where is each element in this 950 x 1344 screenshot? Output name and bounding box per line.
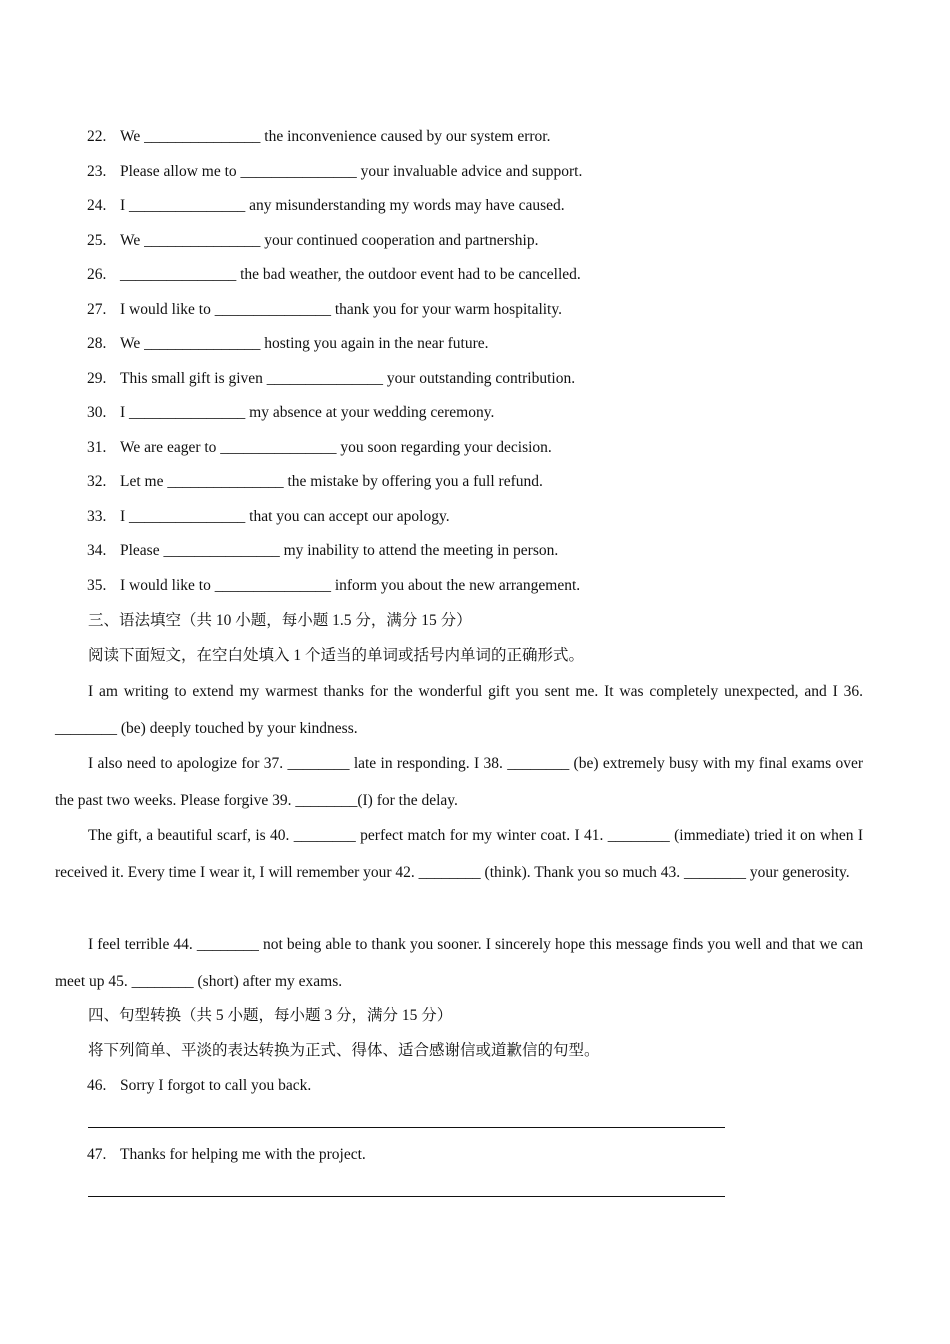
item-number: 29. (87, 370, 107, 387)
section-instruction: 阅读下面短文，在空白处填入 1 个适当的单词或括号内单词的正确形式。 (88, 647, 585, 664)
item-text: I would like to _______________ inform you about the new arrangement. (120, 577, 581, 594)
item-text: This small gift is given _______________ your outstanding contribution. (120, 370, 576, 387)
section-instruction: 将下列简单、平淡的表达转换为正式、得体、适合感谢信或道歉信的句型。 (88, 1042, 600, 1059)
item-number: 30. (87, 404, 107, 421)
item-number: 23. (87, 163, 107, 180)
item-number: 46. (87, 1077, 107, 1094)
item-text: Thanks for helping me with the project. (120, 1146, 366, 1163)
item-text: Let me _______________ the mistake by offering you a full refund. (120, 473, 543, 490)
item-number: 32. (87, 473, 107, 490)
item-number: 34. (87, 542, 107, 559)
item-text: I would like to _______________ thank you for your warm hospitality. (120, 301, 562, 318)
item-text: We are eager to _______________ you soon regarding your decision. (120, 439, 552, 456)
item-number: 31. (87, 439, 107, 456)
item-text: Sorry I forgot to call you back. (120, 1077, 312, 1094)
item-number: 25. (87, 232, 107, 249)
paragraph-text: I feel terrible 44. ________ not being able to thank you sooner. I sincerely hope this message finds you well and that we can meet up 45. ________ (short) after my exams. (55, 936, 863, 990)
item-number: 28. (87, 335, 107, 352)
item-number: 26. (87, 266, 107, 283)
passage-paragraph (55, 926, 863, 1000)
answer-line[interactable] (88, 1127, 725, 1128)
passage-paragraph (55, 745, 863, 819)
item-number: 35. (87, 577, 107, 594)
passage-paragraph (55, 817, 863, 891)
item-text: _______________ the bad weather, the outdoor event had to be cancelled. (120, 266, 581, 283)
paragraph-text: I also need to apologize for 37. ________ late in responding. I 38. ________ (be) extremely busy with my final exams over the past two weeks. Please forgive 39. ________(I) for the delay. (55, 755, 863, 809)
item-number: 22. (87, 128, 107, 145)
item-text: I _______________ that you can accept our apology. (120, 508, 450, 525)
section-heading: 三、语法填空（共 10 小题，每小题 1.5 分，满分 15 分） (88, 612, 472, 629)
item-number: 33. (87, 508, 107, 525)
paragraph-text: The gift, a beautiful scarf, is 40. ________ perfect match for my winter coat. I 41. ________ (immediate) tried it on when I received it. Every time I wear it, I will remember your 42. ________ (think). Thank you so much 43. ________ your generosity. (55, 827, 863, 881)
item-text: I _______________ my absence at your wedding ceremony. (120, 404, 495, 421)
item-text: I _______________ any misunderstanding my words may have caused. (120, 197, 565, 214)
paragraph-text: I am writing to extend my warmest thanks for the wonderful gift you sent me. It was completely unexpected, and I 36. ________ (be) deeply touched by your kindness. (55, 683, 863, 737)
item-number: 27. (87, 301, 107, 318)
item-text: We _______________ the inconvenience caused by our system error. (120, 128, 551, 145)
passage-paragraph (55, 673, 863, 747)
item-text: Please allow me to _______________ your invaluable advice and support. (120, 163, 583, 180)
item-number: 47. (87, 1146, 107, 1163)
answer-line[interactable] (88, 1196, 725, 1197)
section-heading: 四、句型转换（共 5 小题，每小题 3 分，满分 15 分） (88, 1007, 453, 1024)
item-number: 24. (87, 197, 107, 214)
item-text: Please _______________ my inability to attend the meeting in person. (120, 542, 559, 559)
item-text: We _______________ hosting you again in the near future. (120, 335, 489, 352)
item-text: We _______________ your continued cooperation and partnership. (120, 232, 539, 249)
